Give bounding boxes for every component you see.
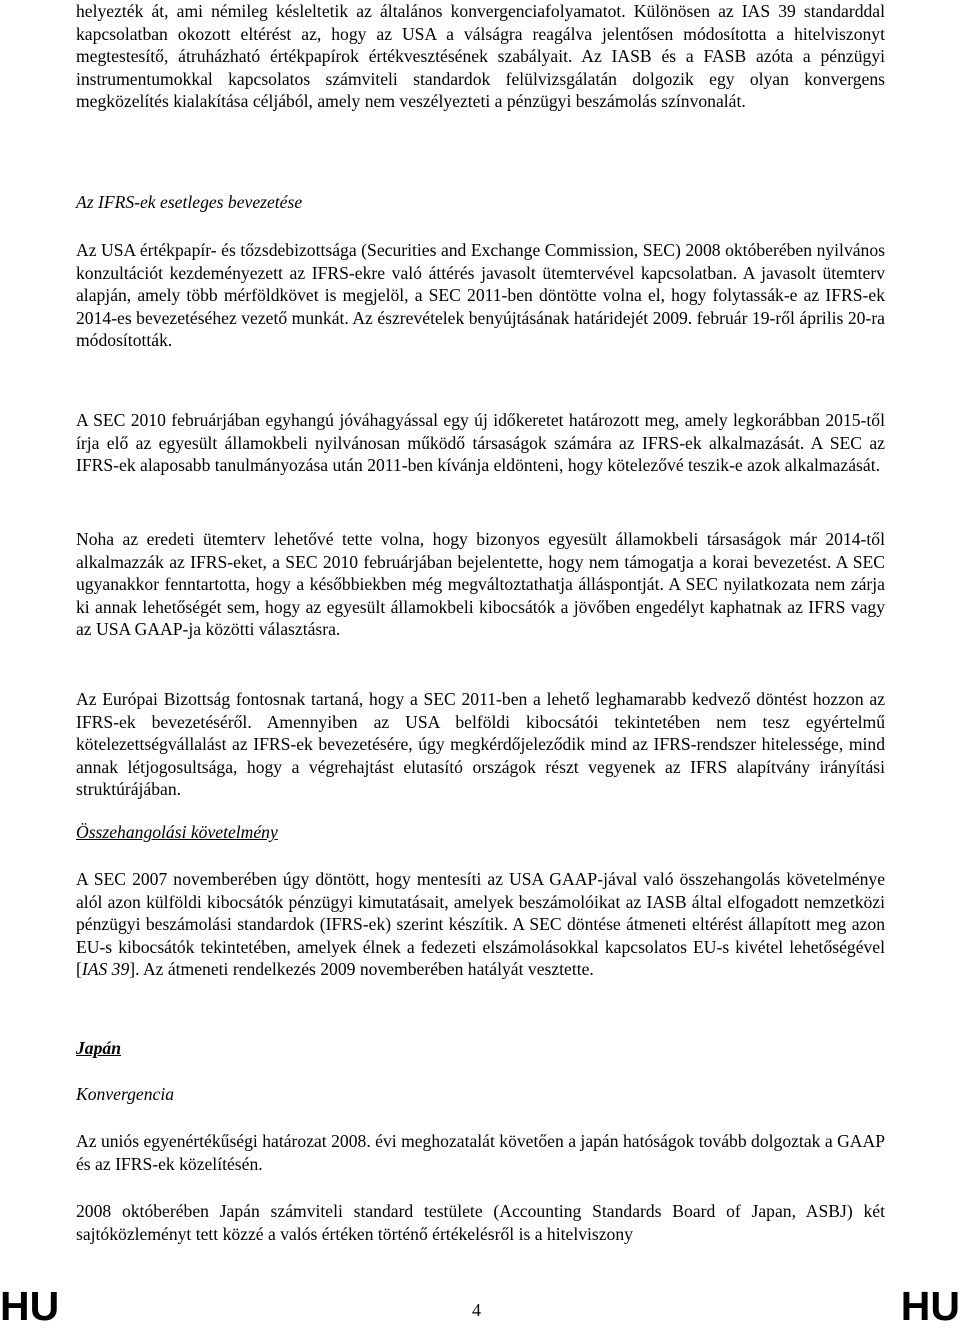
japan-paragraph-2: 2008 októberében Japán számviteli standard testülete (Accounting Standards Board of Japan, ASBJ) két sajtóközleményt tett közzé a valós értéken történő értékelésről is a hitelviszony xyxy=(76,1201,885,1244)
page-number: 4 xyxy=(472,1300,481,1320)
section-heading-reconciliation: Összehangolási követelmény xyxy=(76,822,278,842)
footer-language-right: HU xyxy=(900,1283,960,1329)
reconciliation-paragraph: A SEC 2007 novemberében úgy döntött, hogy mentesíti az USA GAAP-jával való összehangolás követelménye alól azon külföldi kibocsátók pénzügyi kimutatásait, amelyek beszámolóikat az IASB által elfogadott nemzetközi pénzügyi beszámolási standardok (IFRS-ek) szerint készítik. A SEC döntése átmeneti eltérést állapított meg azon EU-s kibocsátók tekintetében, amelyek élnek a fedezeti elszámolásokkal kapcsolatos EU-s kivétel lehetőségével [IAS 39]. Az átmeneti rendelkezés 2009 novemberében hatályát vesztette. xyxy=(76,869,885,979)
subheading-convergence: Konvergencia xyxy=(76,1084,175,1104)
footer-language-left: HU xyxy=(0,1283,60,1329)
ifrs-paragraph-1: Az USA értékpapír- és tőzsdebizottsága (Securities and Exchange Commission, SEC) 2008 októberében nyilvános konzultációt kezdeményezett az IFRS-ekre való áttérés javasolt ütemtervével kapcsolatban. A javasolt ütemterv alapján, amely több mérföldkövet is megjelöl, a SEC 2011-ben döntötte volna el, hogy folytassák-e az IFRS-ek 2014-es bevezetéséhez vezető munkát. Az észrevételek benyújtásának határidejét 2009. február 19-ről április 20-ra módosították. xyxy=(76,240,885,350)
intro-paragraph: helyezték át, ami némileg késleltetik az általános konvergenciafolyamatot. Különösen az IAS 39 standarddal kapcsolatban okozott eltérést az, hogy az USA a válságra reagálva jelentősen módosította a hitelviszonyt megtestesítő, átruházható értékpapírok értékvesztésének szabályait. Az IASB és a FASB azóta a pénzügyi instrumentumokkal kapcsolatos számviteli standardok felülvizsgálatán dolgozik egy olyan konvergens megközelítés kialakítása céljából, amely nem veszélyezteti a pénzügyi beszámolás színvonalát. xyxy=(76,1,885,111)
ifrs-paragraph-4: Az Európai Bizottság fontosnak tartaná, hogy a SEC 2011-ben a lehető leghamarabb kedvező döntést hozzon az IFRS-ek bevezetéséről. Amennyiben az USA belföldi kibocsátói tekintetében nem tesz egyértelmű kötelezettségvállalást az IFRS-ek bevezetésére, úgy megkérdőjeleződik mind az IFRS-rendszer hitelessége, mind annak létjogosultsága, hogy a végrehajtást elutasító országok részt vegyenek az IFRS alapítvány irányítási struktúrájában. xyxy=(76,689,885,799)
ifrs-paragraph-3: Noha az eredeti ütemterv lehetővé tette volna, hogy bizonyos egyesült államokbeli társaságok már 2014-től alkalmazzák az IFRS-eket, a SEC 2010 februárjában bejelentette, hogy nem támogatja a korai bevezetést. A SEC ugyanakkor fenntartotta, hogy a későbbiekben még megváltoztathatja álláspontját. A SEC nyilatkozata nem zárja ki annak lehetőségét sem, hogy az egyesült államokbeli kibocsátók a jövőben engedélyt kaphatnak az IFRS vagy az USA GAAP-ja közötti választásra. xyxy=(76,529,885,639)
japan-paragraph-1: Az uniós egyenértékűségi határozat 2008. évi meghozatalát követően a japán hatóságok tovább dolgoztak a GAAP és az IFRS-ek közelítésén. xyxy=(76,1131,885,1174)
section-heading-ifrs: Az IFRS-ek esetleges bevezetése xyxy=(76,192,303,212)
ifrs-paragraph-2: A SEC 2010 februárjában egyhangú jóváhagyással egy új időkeretet határozott meg, amely legkorábban 2015-től írja elő az egyesült államokbeli nyilvánosan működő társaságok számára az IFRS-ek alkalmazását. A SEC az IFRS-ek alaposabb tanulmányozása után 2011-ben kívánja eldönteni, hogy kötelezővé teszik-e azok alkalmazását. xyxy=(76,410,885,475)
section-heading-japan: Japán xyxy=(76,1038,121,1058)
